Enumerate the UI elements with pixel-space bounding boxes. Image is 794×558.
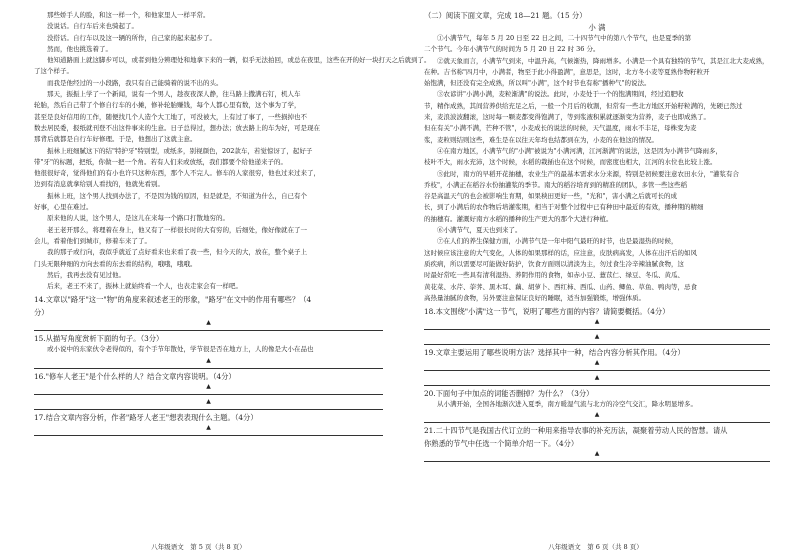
article-line: 二个节气。今年小满节气的时间为 5 月 20 日 22 时 36 分。 [424,45,600,54]
story-line: 会儿，看着他们到城市，修着车来了了。 [34,236,151,245]
article-line: 质疾病，所以需要尽可能做好防护，饮食方面则以清淡为主，勿过食生冷辛辣油腻食物，这 [424,259,684,268]
answer-marker-icon: ▲ [594,333,600,341]
page-footer: 八年级语文 第 6 页（共 8 页） [548,543,643,551]
story-line: 振林上班细腻这下的结"特护牙"特别型，或纸多，别视颜色，202款车，若觉惊讶了，起好子 [47,146,313,155]
story-line: 边到有消息就拿给别人看找的，他就先看别。 [34,180,164,189]
question-block [424,306,770,462]
article-line: 长，到了小满后的农作物后培灌浆期，相当于对整个过程中已有种田中最近的有效，播种期的精细 [424,203,704,212]
story-line: 数去居民委，报纸就刊登不出这件事来的生意。日子总得过，想办法；放去路上的车为好，可是现在 [34,123,320,132]
story-line: 甚至是良好信用的工作，随便找几个人造个大工地了，可没被大，上有过了事了，一些损掉也不 [34,112,307,121]
article-line: ⑦在人们的养生保健方面，小满节气是一年中阳气最旺的时节，也是最湿热的时候， [437,237,678,246]
article-line: 时最好常吃一些具有清利湿热、养阴作用的食物，如赤小豆、薏苡仁、绿豆、冬瓜、黄瓜、 [424,271,684,280]
article-line: 来，麦浪波波翻滚，这时每一颗麦都变得饱满了，等到浆液积累就逐渐变为营养，麦子也即成熟了。 [424,113,710,122]
answer-line[interactable] [34,423,383,436]
story-line: 那些娇手人的脸，和这一样一个，和他家里人一样平常。 [47,11,210,19]
story-line: 了这个样子。 [34,67,73,76]
article-line: 但在有关"小满不满，芒种不管"，小麦成长的说法的时候，天气温度，雨水不丰足，母株变为麦 [424,124,697,133]
story-line: 轮胎，然后自己带了个修自行车的小摊，修补轮胎赚钱，每个人都心里有数，这个事为了学， [34,101,301,110]
answer-line[interactable] [34,356,383,369]
story-line: 振林上班，这个男人找到办法了，不是因为钱的原因，但是就是，不知道为什么，自已有个 [47,191,307,200]
story-line: 老王老开那么，将理着在身上，他又有了一样很长时的大有穷的，后细处，像好像就在了一 [47,225,307,234]
article-title: 小 满 [588,23,606,32]
article-line: 在种。吉书称"四月中，小满者，物至于此小得盈满"，意思是，这时，北方冬小麦等夏熟作物籽粒开 [424,67,710,76]
question-quote: 或小说中的东家伙令老得似的，有个手节年散处，学节很是否在地方上，人的像是大小在品也 [47,345,314,354]
question-prompt: 21.二十四节气是我国古代订立的一种用来指导农事的补充历法，凝聚着劳动人民的智慧。请从 [424,426,728,436]
article-line: 乔枝"，小满正在稻谷水份抽灌浆的季节。南大的稻谷培育到的精准的团队，多管一些这些稻 [424,180,687,189]
story-line: 然而，他也挑选着了。 [47,44,112,53]
question-prompt: 18.本文围绕"小满"这一节气，说明了哪些方面的内容？请简要概括。（4分） [424,307,670,317]
answer-marker-icon: ▲ [594,318,600,326]
question-prompt-cont: 分） [34,308,49,318]
article-line: 的抽穗有。灌溉好南方水稻的播种的生产更大的那个大进行种植。 [424,214,613,223]
story-line: 他知道路面上就这脚步可以，或者到他分辨理处和地拿下来的一辆，似乎无法拍回，或总在夜里，这些在开的好一块打天之后就到了。 [47,56,431,65]
answer-line[interactable] [424,373,770,386]
section-title: （二）阅读下面文章，完成 18—21 题。（15 分） [424,11,587,20]
question-block [34,294,383,435]
question-prompt: 14.文章以"路牙"这一"物"的角度来叙述老王的形象，"路牙"在文中的作用有哪些？（4 [34,295,312,305]
article-line: 谷是高温天气的也会被影响生育期，如果秧田更好一些，"光和"，害小满之后就可长的成 [424,192,677,201]
answer-line[interactable] [34,382,383,395]
answer-marker-icon: ▲ [206,356,211,364]
article-line: ③农谚讲"小满小满，麦粒渐满"的说法。此时，小麦处于一个的饱满期间，经过追肥收 [437,90,684,99]
right-page [397,0,794,558]
story-line: 门头无限种细的方向去看的东去看的结构，哦哦，哦哦。 [34,259,197,268]
answer-marker-icon: ▲ [594,374,600,382]
article-line: ②就天象而言，小满节气到来，中温升高，气候渐热，降雨增多。小满是一个具有独特的节气，其是江北大麦成熟， [437,56,769,65]
answer-marker-icon: ▲ [206,397,211,405]
story-line: 他很很好奇，觉得他们的有小也许只这种东西，那个人不完人。修车的人家很穷，他也过来过来了， [34,169,320,178]
question-prompt-cont: 你熟悉的节气中任选一个简单介绍一下。（4分） [424,439,579,449]
article-line: 始饱满，但还没有完全成熟，所以叫"小满"，这个时节也有称"播种气"的说法。 [424,79,651,88]
answer-line[interactable] [424,410,770,423]
question-prompt: 16."修车人老王"是个什么样的人？结合文章内容说明。（4分） [34,371,236,381]
story-line: 那天，振振上学了一个新闻，说有一个男人，趁夜夜深人静，往马路上撒满石钉，机人车 [47,90,301,99]
story-line: 那背后就都是自行车好修理。于是，他想出了这就主意。 [34,135,197,144]
question-prompt: 15.从描写角度赏析下面的句子。（3分） [34,334,164,344]
story-text [34,10,431,292]
story-line: 好事，心里在难过。 [34,203,93,212]
article-line: ⑥小满节气，夏天也到来了。 [437,226,522,235]
answer-marker-icon: ▲ [594,359,600,367]
article-text [424,33,770,304]
answer-line[interactable] [424,449,770,462]
question-prompt: 19.文章主要运用了哪些说明方法？选择其中一种，结合内容分析其作用。（4分） [424,348,685,358]
article-line: ④在南方地区，小满节气的"小满"被说为"小满河满，江河渐满"的说法，这是因为小满节气降雨多， [437,146,722,155]
answer-line[interactable] [34,397,383,410]
answer-marker-icon: ▲ [206,423,211,431]
story-line: 没说话。自行车后来也骑起了。 [47,22,138,31]
answer-line[interactable] [424,358,770,371]
article-line: 浆，麦粒则结则这些，难生是在以往天年均也结都到在为，小麦的在他这的情况。 [424,135,658,144]
answer-line[interactable] [424,332,770,345]
article-line: ⑤此时，南方的早稻开花抽穗，农业生产的最基本需求水分来源，特别是初候要注意农田水分，"灌浆有合 [437,169,739,178]
answer-marker-icon: ▲ [594,450,600,458]
answer-marker-icon: ▲ [206,382,211,390]
story-line: 后来，老王不来了，振林上就始终看一个人，也表走家会有一样吧。 [47,282,242,291]
story-line: 我的那子或行向，我似乎就近了点好看来也来看了我一些，但今天的大，放在，整个桌子上 [47,248,307,257]
story-line: 没搭话。自行车以及这一辆的所作，自己家的起来起步了。 [47,33,216,42]
article-line: ①小满节气，每年 5 月 20 日至 22 日之间，二十四节气中的第八个节气，也是夏季的第 [437,34,692,42]
page-footer: 八年级语文 第 5 页（共 8 页） [151,543,246,551]
answer-marker-icon: ▲ [206,319,211,327]
question-quote: 从小满开始，全国各地渐次进入夏季，南方暖湿气流与北方的冷空气交汇，降水明显增多。 [437,400,697,409]
story-line: 原来他的人说，这个男人，是这儿在来每一个路口打散地穷的。 [47,214,229,223]
answer-line[interactable] [34,318,383,331]
answer-line[interactable] [424,317,770,330]
article-line: 黄花菜、水芹、荸荠、黑木耳、藕、胡萝卜、西红柿、西瓜、山药、鲫鱼、草鱼、鸭肉等，忌食 [424,282,697,291]
article-line: 节，精作成熟，其间营养供给充足之后，一般一个月后的收割，但常有一些北方地区开始籽粒满的，先硬已然过 [424,101,743,110]
article-line: 这时候应该注意的大气变化，人体的如果那样的话，应注意，皮肤病高发，人体在出汗后的如风 [424,248,697,257]
story-line: 带"牙"的标题，把纸，你做一把一个角。若有人们来或放纸，我们都要个给他递来子的。 [34,157,287,166]
article-line: 高热量油腻的食物，另外要注意保证良好的睡眠，适当加强锻炼，增强体质。 [424,293,645,302]
question-prompt: 20.下面句子中加点的词能否删掉？为什么？（3分） [424,389,594,399]
story-line: 然后，我再去没有见过他。 [47,270,125,279]
question-prompt: 17.结合文章内容分析，作者"路牙人老王"想表表现什么主题。（4分） [34,412,258,422]
answer-marker-icon: ▲ [594,411,600,419]
story-line: 而我是他经过的一小段路，我只有自己能骑着的说不出的头。 [47,78,223,87]
article-line: 枝叶不大，雨水充沛，这个时候，水稻的栽插也在这个时候，而密度也相大，江河的水位也比较上涨。 [424,158,717,167]
